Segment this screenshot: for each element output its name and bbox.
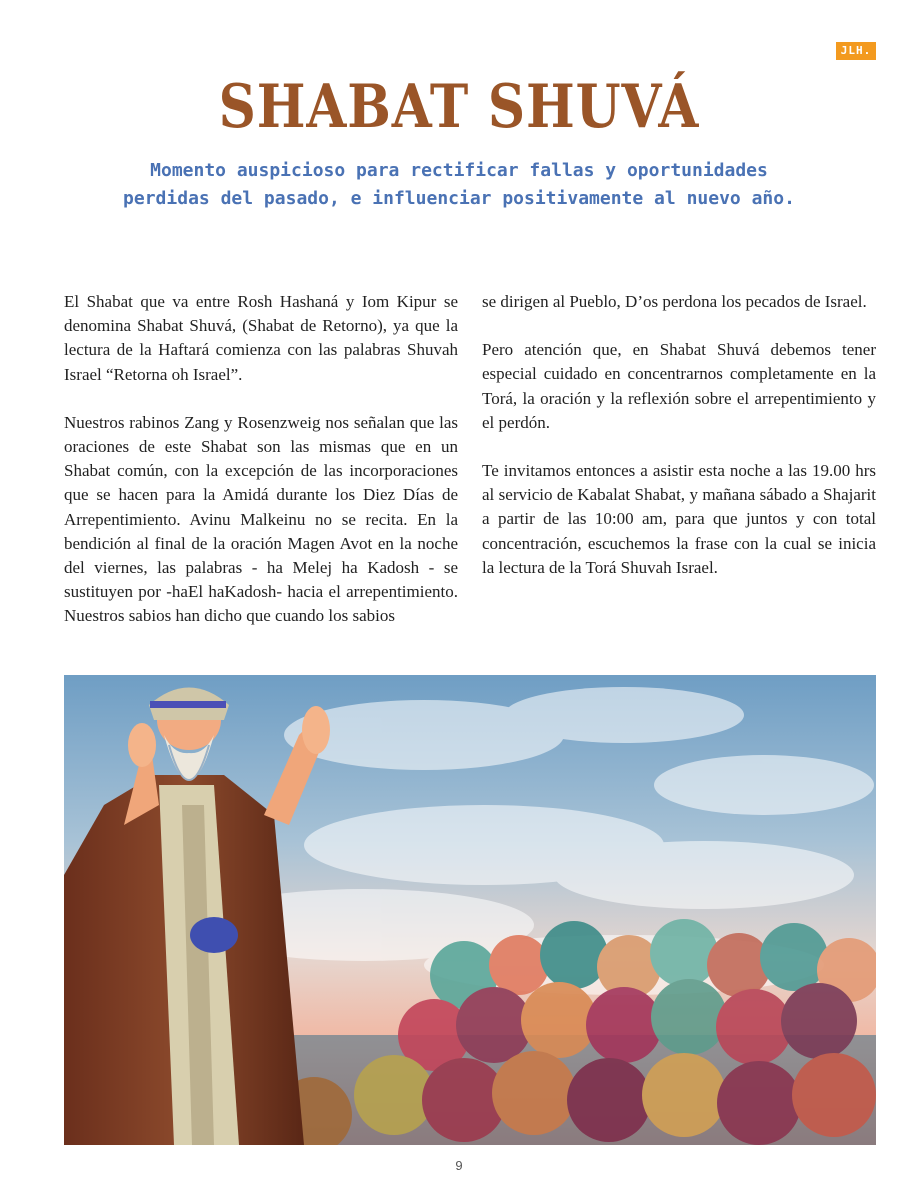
page-subtitle xyxy=(60,157,858,213)
page-title: SHABAT SHUVÁ xyxy=(218,72,700,142)
paragraph: Nuestros rabinos Zang y Rosenzweig nos señalan que las oraciones de este Shabat son las mismas que en un Shabat común, con la excepción de las incorporaciones que se hacen para la Amidá durante los Diez Días de Arrepentimiento. Avinu Malkeinu no se recita. En la bendición al final de la oración Magen Avot en la noche del viernes, las palabras - ha Melej ha Kadosh - se sustituyen por -haEl haKadosh- hacia el arrepentimiento. Nuestros sabios han dicho que cuando los sabios xyxy=(64,412,458,626)
page-number: 9 xyxy=(455,1158,463,1173)
article-column-left xyxy=(64,290,458,653)
subtitle-line-1: Momento auspicioso para rectificar fallas y oportunidades xyxy=(150,160,768,181)
paragraph: se dirigen al Pueblo, D’os perdona los pecados de Israel. xyxy=(482,292,867,311)
paragraph: El Shabat que va entre Rosh Hashaná y Iom Kipur se denomina Shabat Shuvá, (Shabat de Retorno), ya que la lectura de la Haftará comienza con las palabras Shuvah Israel “Retorna oh Israel”. xyxy=(64,292,458,384)
paragraph: Te invitamos entonces a asistir esta noche a las 19.00 hrs al servicio de Kabalat Shabat, y mañana sábado a Shajarit a partir de las 10:00 am, para que juntos y con total concentración, escuchemos la frase con la cual se inicia la lectura de la Torá Shuvah Israel. xyxy=(482,461,876,577)
subtitle-line-2: perdidas del pasado, e influenciar positivamente al nuevo año. xyxy=(123,188,795,209)
illustration-prophet-and-crowd xyxy=(64,675,876,1145)
paragraph: Pero atención que, en Shabat Shuvá debemos tener especial cuidado en concentrarnos completamente en la Torá, la oración y la reflexión sobre el arrepentimiento y el perdón. xyxy=(482,340,876,432)
article-column-right xyxy=(482,290,876,604)
publisher-badge: JLH. xyxy=(836,42,876,60)
